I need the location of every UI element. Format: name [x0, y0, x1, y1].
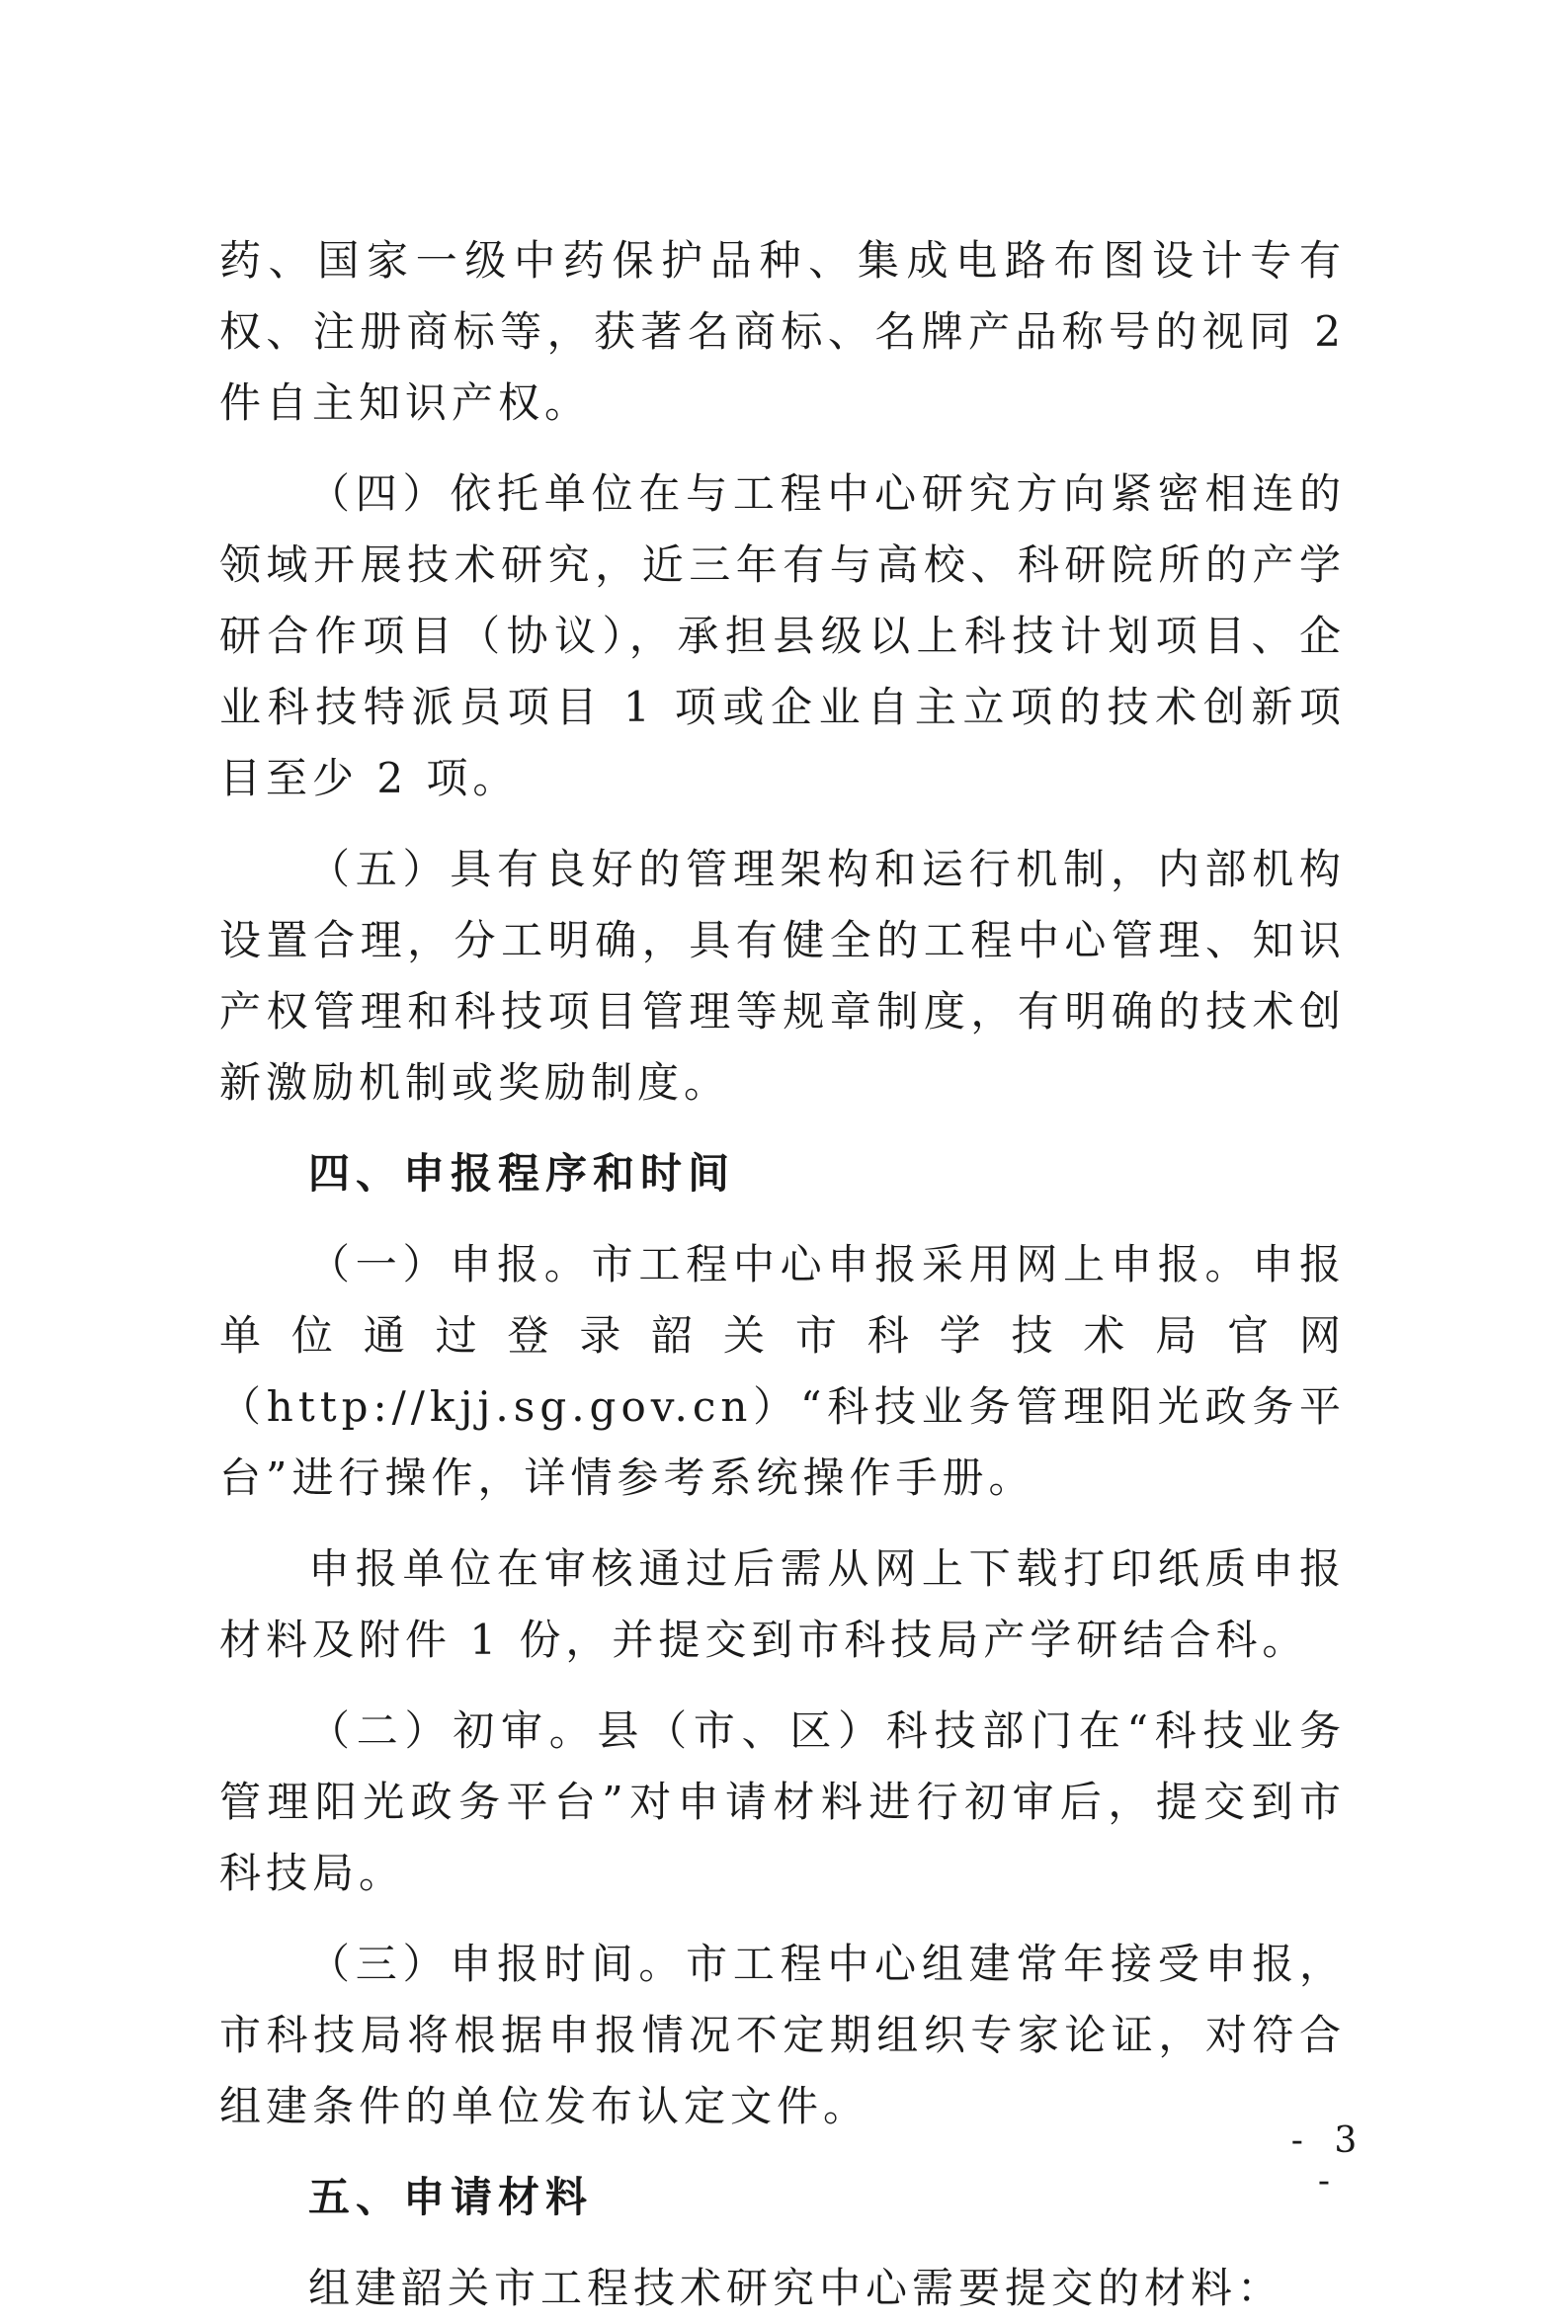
paragraph-step-3-application-time: （三）申报时间。市工程中心组建常年接受申报，市科技局将根据申报情况不定期组织专家论证，对符合组建条件的单位发布认定文件。 — [219, 1940, 1346, 2130]
section-heading-4: 四、申报程序和时间 — [308, 1149, 736, 1198]
paragraph-step-2-preliminary-review: （二）初审。县（市、区）科技部门在“科技业务管理阳光政务平台”对申请材料进行初审后，提交到市科技局。 — [219, 1706, 1346, 1897]
paragraph-condition-5: （五）具有良好的管理架构和运行机制，内部机构设置合理，分工明确，具有健全的工程中心管理、知识产权管理和科技项目管理等规章制度，有明确的技术创新激励机制或奖励制度。 — [219, 845, 1346, 1107]
paragraph-condition-4: （四）依托单位在与工程中心研究方向紧密相连的领域开展技术研究，近三年有与高校、科研院所的产学研合作项目（协议），承担县级以上科技计划项目、企业科技特派员项目 1 项或企业自主立项的技术创新项目至少 2 项。 — [219, 469, 1346, 802]
page-number: - 3 - — [1290, 2120, 1367, 2201]
paragraph-step-1-application: （一）申报。市工程中心申报采用网上申报。申报单位通过登录韶关市科学技术局官网（http://kjj.sg.gov.cn）“科技业务管理阳光政务平台”进行操作，详情参考系统操作手册。 — [219, 1240, 1346, 1502]
document-body — [219, 225, 1346, 2324]
paragraph-ip-types-continued: 药、国家一级中药保护品种、集成电路布图设计专有权、注册商标等，获著名商标、名牌产品称号的视同 2 件自主知识产权。 — [219, 236, 1346, 427]
paragraph-materials-intro: 组建韶关市工程技术研究中心需要提交的材料： — [308, 2264, 1284, 2312]
paragraph-paper-materials: 申报单位在审核通过后需从网上下载打印纸质申报材料及附件 1 份，并提交到市科技局产学研结合科。 — [219, 1544, 1346, 1664]
section-heading-5: 五、申请材料 — [308, 2173, 594, 2221]
